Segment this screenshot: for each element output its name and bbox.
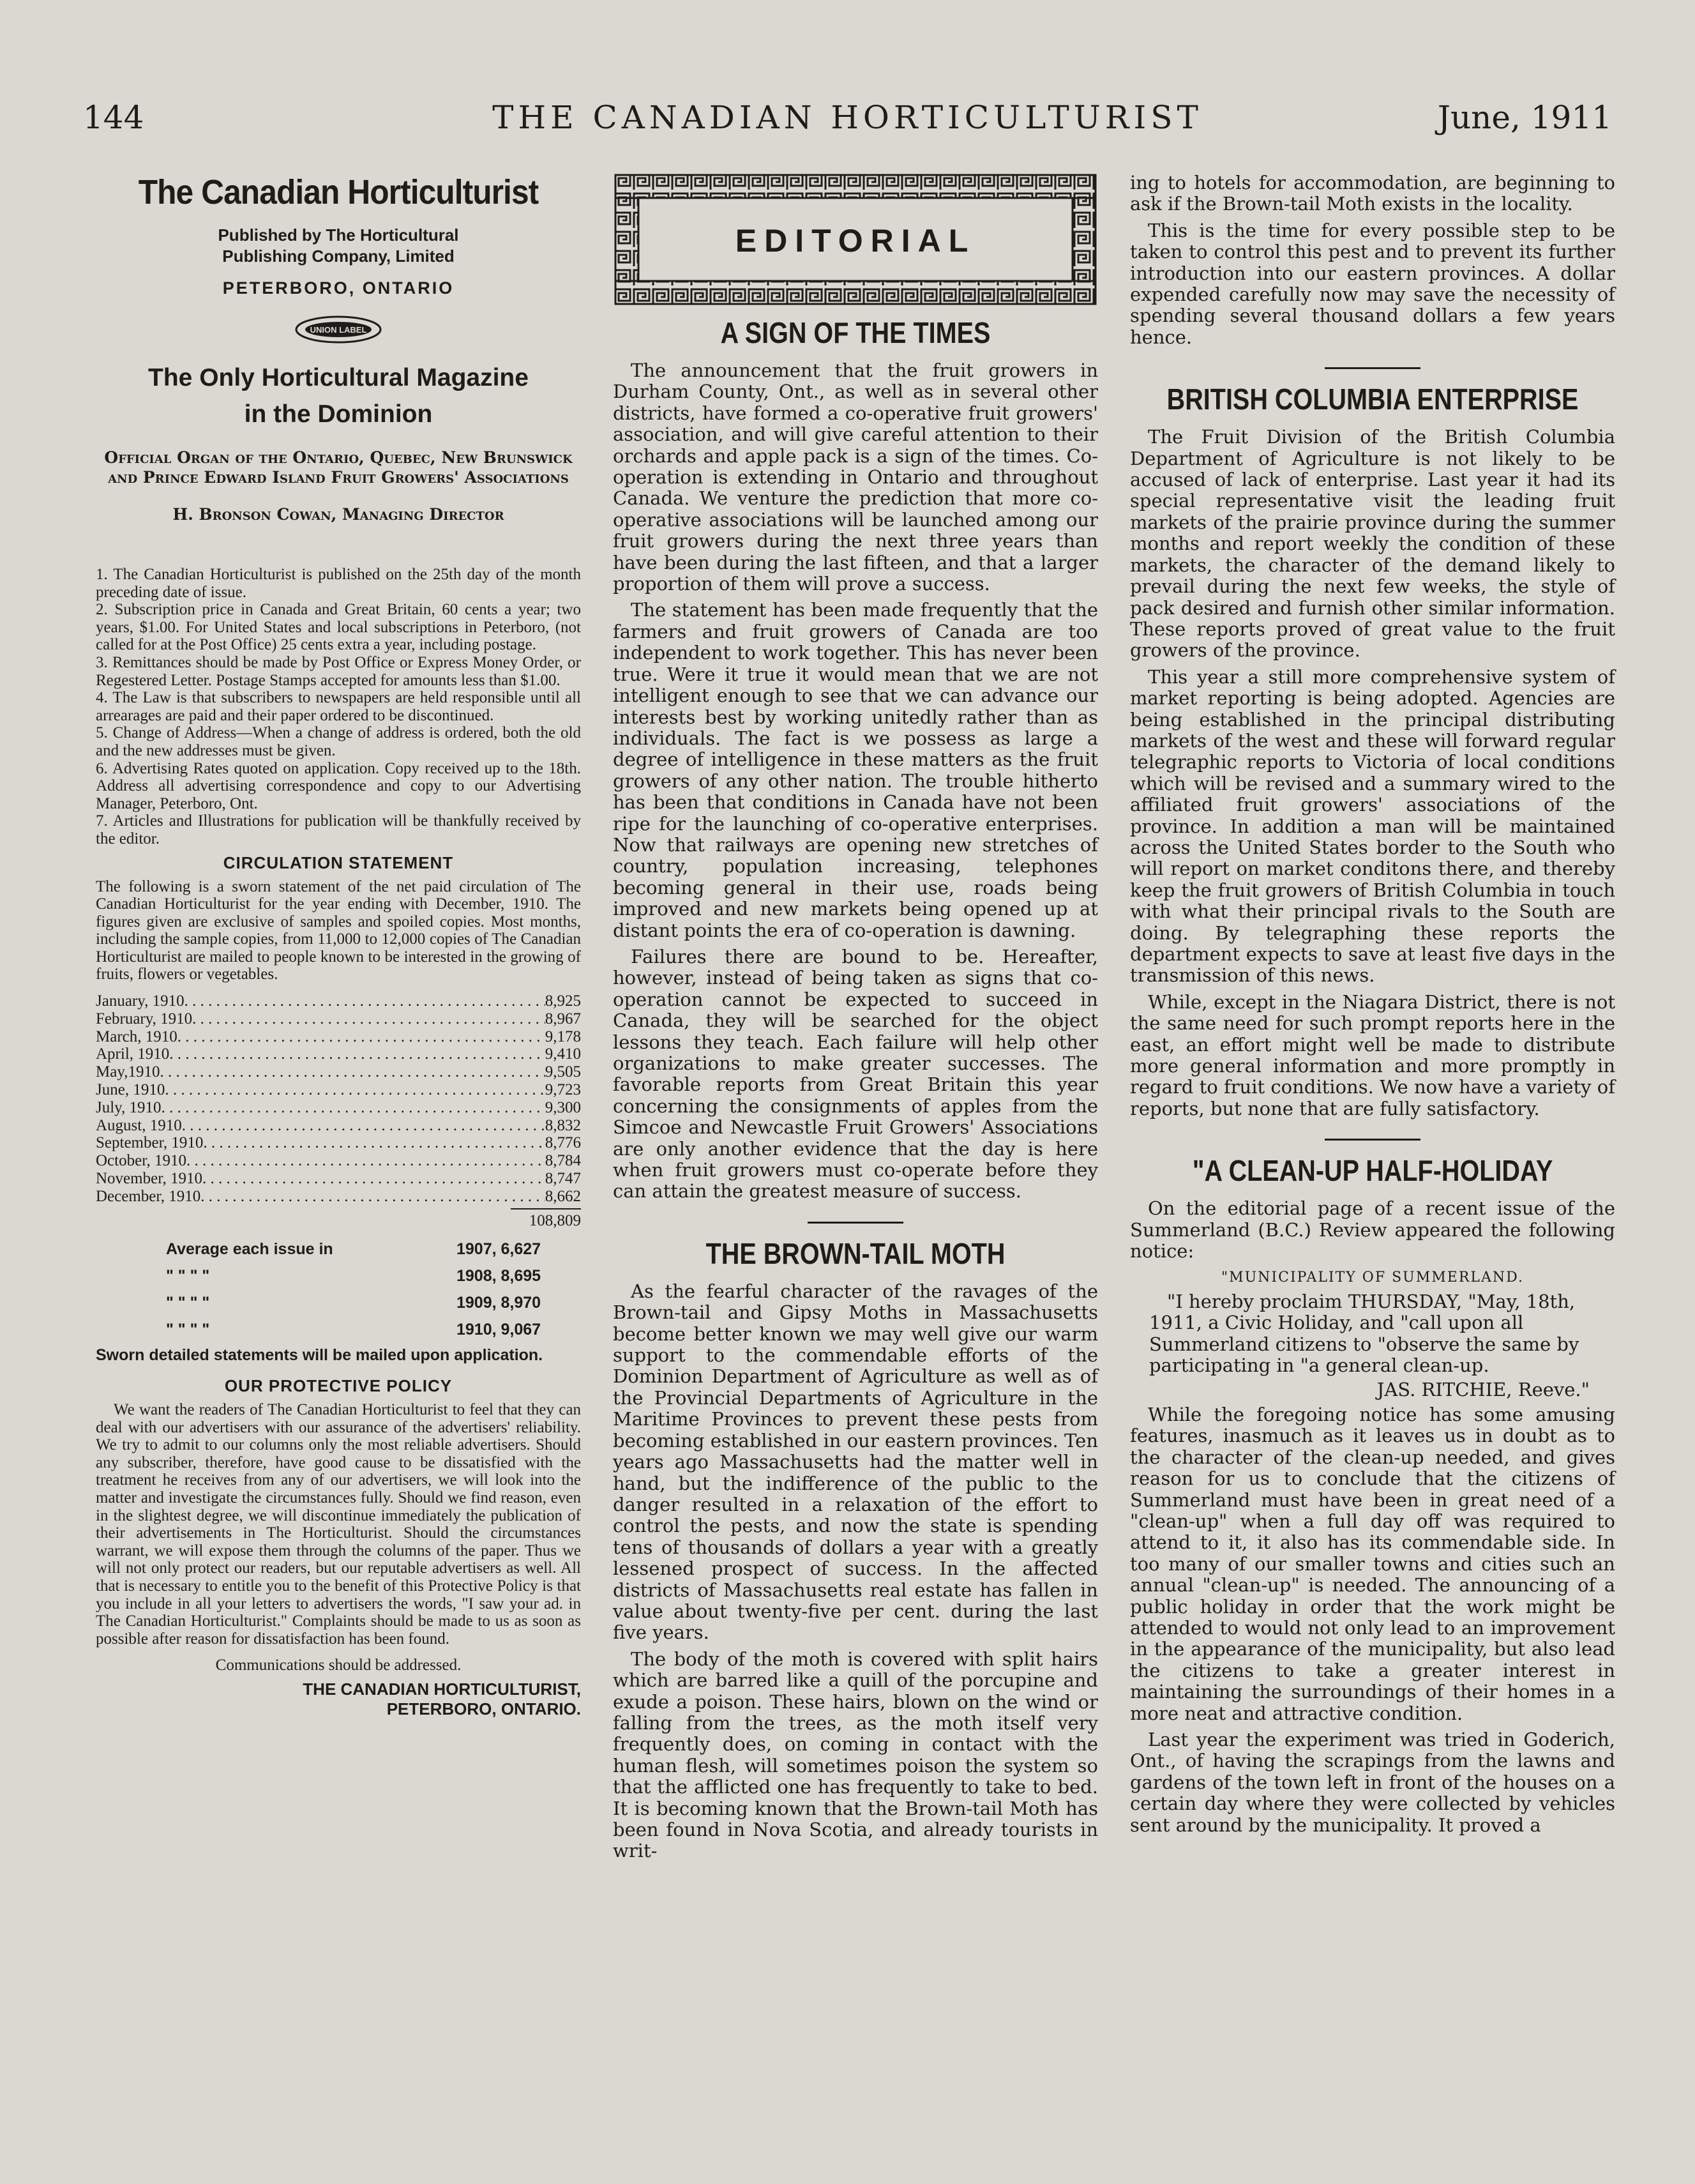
continued-column bbox=[1130, 172, 1615, 1841]
slogan-line: in the Dominion bbox=[244, 400, 433, 428]
value: 9,300 bbox=[545, 1098, 581, 1116]
table-row bbox=[96, 1010, 581, 1028]
average-label: " " " " bbox=[166, 1267, 210, 1285]
average-row bbox=[166, 1289, 581, 1316]
editorial-banner bbox=[613, 172, 1098, 307]
term-item: 6. Advertising Rates quoted on application. Copy received up to the 18th. Address all advertising correspondence and copy to our Advertising Manager, Peterboro, Ont. bbox=[96, 759, 581, 812]
table-row bbox=[96, 1081, 581, 1099]
journal-title: THE CANADIAN HORTICULTURIST bbox=[492, 99, 1203, 136]
average-value: 1910, 9,067 bbox=[456, 1321, 541, 1339]
article-paragraph: While the foregoing notice has some amusing features, inasmuch as it leaves us in doubt as to the character of the clean-up needed, and gives reason for us to conclude that the citizens of Summerland must have been in great need of a "clean-up" when a full day off was required to attend to it, it also has its commendable side. In too many of our smaller towns and cities such an annual "clean-up" is needed. The announcing of a public holiday in order that the work might be attended to would not only lead to an improvement in the appearance of the municipality, but also lead the citizens to take a greater interest in maintaining the surroundings of their homes in a more neat and attractive condition. bbox=[1130, 1403, 1615, 1724]
table-row bbox=[96, 1045, 581, 1063]
issue-date: June, 1911 bbox=[1437, 99, 1612, 136]
month: March, 1910 bbox=[96, 1028, 177, 1045]
average-value: 1908, 8,695 bbox=[456, 1267, 541, 1285]
average-label: " " " " bbox=[166, 1321, 210, 1339]
article-paragraph: The Fruit Division of the British Columbia Department of Agriculture is not likely to be accused of lack of enterprise. Last year it had its special representative visit the leading fruit markets of the prairie province during the summer months and report weekly the condition of these markets, the character of the demand likely to prevail during the next few weeks, the style of pack desired and furnish other similar information. These reports proved of great value to the fruit growers of the province. bbox=[1130, 426, 1615, 662]
masthead-slogan bbox=[96, 360, 581, 432]
table-row bbox=[96, 1028, 581, 1046]
page-number: 144 bbox=[83, 99, 144, 136]
circulation-intro bbox=[96, 878, 581, 984]
sworn-statement: Sworn detailed statements will be mailed upon application. bbox=[96, 1346, 543, 1365]
value: 8,784 bbox=[545, 1152, 581, 1170]
publisher-line: Publishing Company, Limited bbox=[222, 246, 455, 266]
article-heading: THE BROWN-TAIL MOTH bbox=[705, 1236, 1006, 1270]
article-paragraph: The statement has been made frequently that the farmers and fruit growers of Canada are too independent to work together. This has never been true. Were it true it would mean that we are not intelligent enough to see that we can advance our interests best by working unitedly rather than as individuals. The fact is we possess as large a degree of intelligence in these matters as the fruit growers of any other nation. The trouble hitherto has been that conditions in Canada have not been ripe for the launching of co-operative enterprises. Now that railways are opening new stretches of country, population increasing, telephones becoming general in their use, roads being improved and new markets being opened up at distant points the era of co-operation is dawning. bbox=[613, 599, 1098, 941]
article-paragraph: This year a still more comprehensive system of market reporting is being adopted. Agencies are being established in the principal distributing markets of the west and these will forward regular telegraphic reports to Victoria of local conditions which will be revised and a summary wired to the affiliated fruit growers' associations of the province. In addition a man will be maintained across the United States border to the South who will report on market conditons there, and thereby keep the fruit growers of British Columbia in touch with what their principal rivals to the South are doing. By telegraphing these reports the department expects to save at least five days in the transmission of this news. bbox=[1130, 665, 1615, 987]
value: 8,747 bbox=[545, 1170, 581, 1188]
month: October, 1910 bbox=[96, 1152, 187, 1170]
term-item: 1. The Canadian Horticulturist is published on the 25th day of the month preceding date of issue. bbox=[96, 566, 581, 601]
month: January, 1910 bbox=[96, 992, 185, 1010]
table-row bbox=[96, 1134, 581, 1152]
quoted-notice bbox=[1130, 1267, 1615, 1400]
communications-line: Communications should be addressed. bbox=[215, 1657, 462, 1674]
month: May,1910 bbox=[96, 1063, 160, 1081]
policy-paragraph: We want the readers of The Canadian Horticulturist to feel that they can deal with our advertisers with our assurance of the advertisers' reliability. We try to admit to our columns only the most reliable advertisers. Should any subscriber, therefore, have good cause to be dissatisfied with the treatment he receives from any of our advertisers, we will look into the matter and investigate the circumstances fully. Should we find reason, even in the slightest degree, we will discontinue immediately the publication of their advertisements in The Horticulturist. Should the circumstances warrant, we will expose them through the columns of the paper. Thus we will not only protect our readers, but our reputable advertisers as well. All that is necessary to entitle you to the benefit of this Protective Policy is that you include in all your letters to advertisers the words, "I saw your ad. in The Canadian Horticulturist." Complaints should be made to us as soon as possible after reason for dissatisfaction has been found. bbox=[96, 1401, 581, 1648]
average-row bbox=[166, 1316, 581, 1343]
article-paragraph: While, except in the Niagara District, there is not the same need for such prompt reports here in the east, an effort might well be made to distribute more general information and more promptly in regard to fruit conditions. We now have a variety of reports, but none that are fully satisfactory. bbox=[1130, 990, 1615, 1119]
article-paragraph: The body of the moth is covered with split hairs which are barred like a quill of the porcupine and exude a poison. These hairs, blown on the wind or falling from the trees, as the moth itself very frequently does, on coming in contact with the human flesh, will sometimes poison the system so that the afflicted one has frequently to take to bed. It is becoming known that the Brown-tail Moth has been found in Nova Scotia, and already tourists in writ- bbox=[613, 1648, 1098, 1862]
term-item: 7. Articles and Illustrations for publication will be thankfully received by the editor. bbox=[96, 812, 581, 847]
policy-heading: OUR PROTECTIVE POLICY bbox=[224, 1376, 453, 1396]
article-paragraph: Last year the experiment was tried in Goderich, Ont., of having the scrapings from the lawns and gardens of the town left in front of the houses on a certain day where they were collected by vehicles sent around by the municipality. It proved a bbox=[1130, 1729, 1615, 1836]
average-value: 1907, 6,627 bbox=[456, 1240, 541, 1259]
masthead-title: The Canadian Horticulturist bbox=[138, 173, 539, 211]
notice-body: "I hereby proclaim THURSDAY, "May, 18th, 1911, a Civic Holiday, and "call upon all Summerland citizens to "observe the same by participating in "a general clean-up. bbox=[1149, 1290, 1579, 1377]
article-paragraph: On the editorial page of a recent issue of the Summerland (B.C.) Review appeared the following notice: bbox=[1130, 1197, 1615, 1263]
article-paragraph: ing to hotels for accommodation, are beginning to ask if the Brown-tail Moth exists in the locality. bbox=[1130, 172, 1615, 215]
union-label-logo-icon bbox=[294, 314, 383, 345]
month: December, 1910 bbox=[96, 1187, 201, 1205]
article-paragraph: As the fearful character of the ravages of the Brown-tail and Gipsy Moths in Massachusetts become better known we may well give our warm support to the commendable efforts of the Dominion Department of Agriculture as well as of the Provincial Departments of Agriculture in the Maritime Provinces to prevent these pests from becoming established in our eastern provinces. Ten years ago Massachusetts had the matter well in hand, but the indifference of the public to the danger resulted in a relaxation of the effort to control the pests, and now the state is spending tens of thousands of dollars a year with a greatly lessened prospect of success. In the affected districts of Massachusetts real estate has fallen in value about twenty-five per cent. during the last five years. bbox=[613, 1280, 1098, 1644]
month: April, 1910 bbox=[96, 1045, 170, 1063]
section-divider bbox=[1325, 1139, 1420, 1141]
average-value: 1909, 8,970 bbox=[456, 1294, 541, 1312]
address-line: PETERBORO, ONTARIO. bbox=[386, 1699, 581, 1718]
notice-heading: "MUNICIPALITY OF SUMMERLAND. bbox=[1221, 1270, 1524, 1286]
month: August, 1910 bbox=[96, 1116, 182, 1134]
article-heading: "A CLEAN-UP HALF-HOLIDAY bbox=[1192, 1154, 1553, 1188]
value: 9,410 bbox=[545, 1045, 581, 1063]
month: September, 1910 bbox=[96, 1134, 204, 1152]
value: 8,832 bbox=[545, 1116, 581, 1134]
table-row bbox=[96, 992, 581, 1010]
month: November, 1910 bbox=[96, 1170, 203, 1188]
masthead-column bbox=[96, 172, 581, 1719]
table-row bbox=[96, 1099, 581, 1117]
masthead-place: PETERBORO, ONTARIO bbox=[222, 278, 455, 298]
month: February, 1910 bbox=[96, 1010, 193, 1028]
average-label: " " " " bbox=[166, 1294, 210, 1312]
average-issue-block bbox=[96, 1236, 581, 1343]
running-head bbox=[83, 99, 1612, 144]
svg-text:UNION LABEL: UNION LABEL bbox=[310, 325, 367, 335]
term-item: 2. Subscription price in Canada and Great Britain, 60 cents a year; two years, $1.00. For United States and local subscriptions in Peterboro, (not called for at the Post Office) 25 cents extra a year, including postage. bbox=[96, 601, 581, 654]
article-paragraph: This is the time for every possible step to be taken to control this pest and to prevent its further introduction into our eastern provinces. A dollar expended carefully now may save the necessity of spending several thousand dollars a few years hence. bbox=[1130, 219, 1615, 348]
article-heading: BRITISH COLUMBIA ENTERPRISE bbox=[1166, 383, 1579, 416]
managing-director: H. Bronson Cowan, Managing Director bbox=[172, 505, 504, 524]
average-row bbox=[166, 1236, 581, 1263]
term-item: 3. Remittances should be made by Post Office or Express Money Order, or Regestered Letter. Postage Stamps accepted for amounts less than $1.00. bbox=[96, 653, 581, 689]
editorial-column bbox=[613, 172, 1098, 1867]
value: 8,925 bbox=[545, 992, 581, 1010]
circulation-intro-text: The following is a sworn statement of the net paid circulation of The Canadian Horticulturist for the year ending with December, 1910. The figures given are exclusive of samples and spoiled copies. Most months, including the sample copies, from 11,000 to 12,000 copies of The Canadian Horticulturist are mailed to people known to be interested in the growing of fruits, flowers or vegetables. bbox=[96, 877, 581, 983]
table-row bbox=[96, 1152, 581, 1170]
value: 8,662 bbox=[545, 1187, 581, 1205]
month: July, 1910 bbox=[96, 1098, 162, 1116]
notice-signature: JAS. RITCHIE, Reeve." bbox=[1376, 1378, 1590, 1400]
address-line: THE CANADIAN HORTICULTURIST, bbox=[303, 1679, 581, 1699]
term-item: 5. Change of Address—When a change of address is ordered, both the old and the new addresses must be given. bbox=[96, 724, 581, 759]
editorial-banner-text: EDITORIAL bbox=[735, 223, 976, 259]
official-organ: Official Organ of the Ontario, Quebec, New Brunswick and Prince Edward Island Fruit Growers' Associations bbox=[104, 448, 573, 487]
average-row bbox=[166, 1263, 581, 1289]
subscription-terms bbox=[96, 566, 581, 848]
article-heading: A SIGN OF THE TIMES bbox=[720, 316, 991, 349]
policy-text bbox=[96, 1401, 581, 1648]
slogan-line: The Only Horticultural Magazine bbox=[148, 364, 529, 391]
publisher-line: Published by The Horticultural bbox=[218, 225, 459, 245]
section-divider bbox=[1325, 367, 1420, 369]
section-divider bbox=[808, 1222, 903, 1224]
table-row bbox=[96, 1188, 581, 1206]
circulation-total: 108,809 bbox=[511, 1208, 581, 1230]
month: June, 1910 bbox=[96, 1081, 165, 1099]
circulation-table bbox=[96, 992, 581, 1229]
value: 9,505 bbox=[545, 1063, 581, 1081]
article-paragraph: The announcement that the fruit growers in Durham County, Ont., as well as in several other districts, have formed a co-operative fruit growers' association, and will give careful attention to their orchards and apple pack is a sign of the times. Co-operation is extending in Ontario and throughout Canada. We venture the prediction that more co-operative associations will be launched among our fruit growers during the next three years than have been during the last fifteen, and that a larger proportion of them will prove a success. bbox=[613, 360, 1098, 595]
table-row bbox=[96, 1117, 581, 1135]
table-row bbox=[96, 1063, 581, 1081]
value: 8,967 bbox=[545, 1010, 581, 1028]
value: 9,723 bbox=[545, 1081, 581, 1099]
term-item: 4. The Law is that subscribers to newspapers are held responsible until all arrearages are paid and their paper ordered to be discontinued. bbox=[96, 689, 581, 724]
average-label: Average each issue in bbox=[166, 1240, 333, 1259]
table-row bbox=[96, 1170, 581, 1188]
circulation-heading: CIRCULATION STATEMENT bbox=[223, 853, 454, 872]
value: 8,776 bbox=[545, 1134, 581, 1152]
value: 9,178 bbox=[545, 1028, 581, 1045]
article-paragraph: Failures there are bound to be. Hereafter, however, instead of being taken as signs that co-operation cannot be expected to succeed in Canada, they will be searched for the object lessons they teach. Each failure will help other organizations to make greater successes. The favorable reports from Great Britain this year concerning the consignments of apples from the Simcoe and Newcastle Fruit Growers' Associations are only another evidence that the day is here when fruit growers must co-operate before they can attain the greatest measure of success. bbox=[613, 945, 1098, 1202]
